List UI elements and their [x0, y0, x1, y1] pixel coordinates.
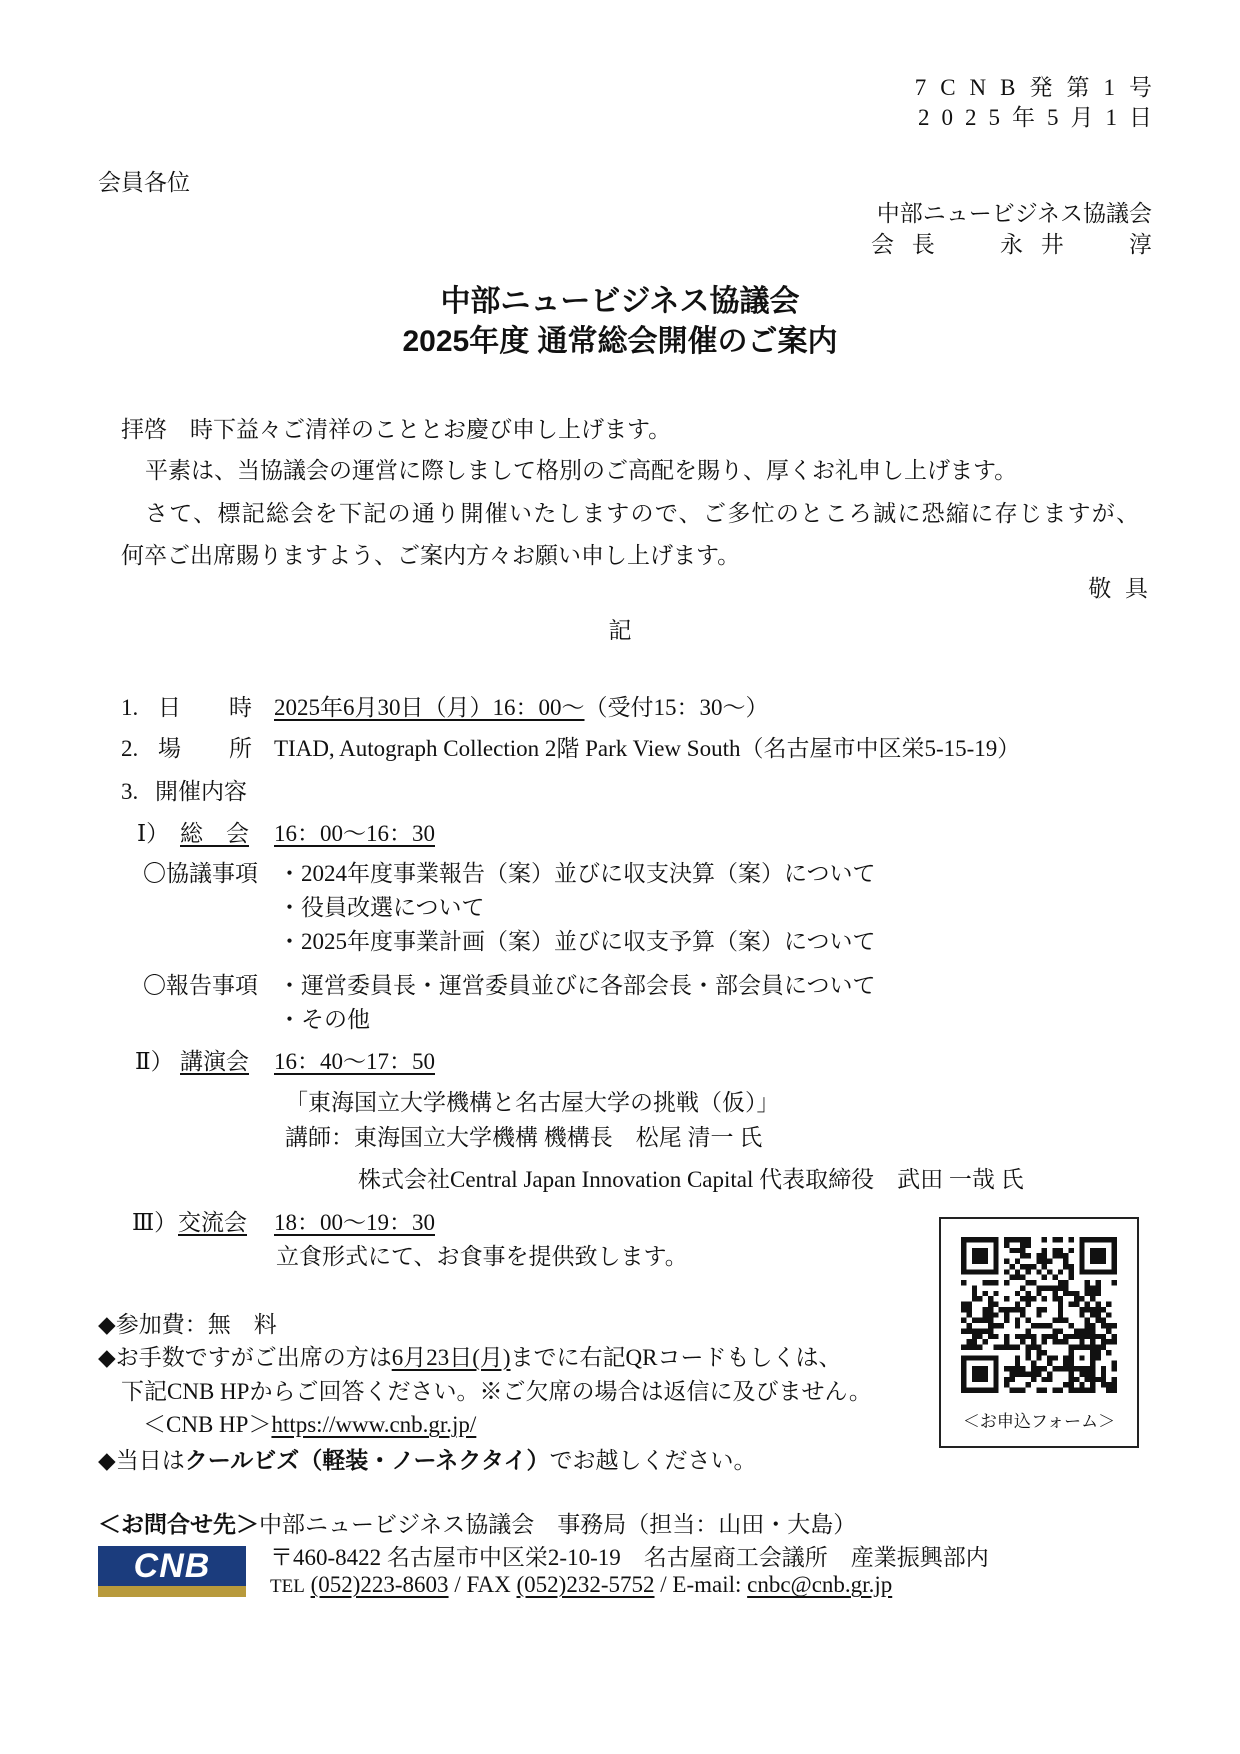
- qr-code-image: [961, 1237, 1117, 1393]
- ki-heading: 記: [608, 618, 632, 643]
- section-numeral: Ⅱ）: [135, 1049, 174, 1074]
- agenda-item: ・運営委員長・運営委員並びに各部会長・部会員について: [278, 973, 876, 998]
- cnb-logo-bar: [98, 1586, 246, 1597]
- separator: /: [454, 1572, 461, 1597]
- reception-time: （受付15：30～）: [584, 695, 769, 720]
- agenda-item: ・その他: [278, 1007, 370, 1032]
- fee-note: ◆参加費：無 料: [98, 1312, 277, 1337]
- contact-label: ＜お問合せ先＞: [98, 1511, 259, 1537]
- item-value: [274, 694, 769, 722]
- contact-phone-line: [270, 1572, 892, 1600]
- item-number: 2.: [121, 736, 139, 761]
- cnb-logo-mark: CNB: [98, 1546, 246, 1586]
- section-time: 16：40～17：50: [274, 1049, 435, 1074]
- lecture-title: 「東海国立大学機構と名古屋大学の挑戦（仮）」: [285, 1090, 780, 1115]
- greeting-closing: 敬 具: [1088, 576, 1152, 601]
- email-label: E-mail:: [672, 1572, 742, 1597]
- reply-note-prefix: ◆お手数ですがご出席の方は: [98, 1345, 392, 1370]
- dress-code-prefix: ◆当日は: [98, 1448, 185, 1473]
- item-label-char: 場: [158, 736, 181, 761]
- greeting-paragraph-2-line-2: 何卒ご出席賜りますよう、ご案内方々お願い申し上げます。: [121, 543, 741, 568]
- section-time: 16：00～16：30: [274, 821, 435, 846]
- page-title-line2: 2025年度 通常総会開催のご案内: [402, 325, 838, 358]
- section-description: 立食形式にて、お食事を提供致します。: [276, 1244, 688, 1269]
- agenda-item: ・2024年度事業報告（案）並びに収支決算（案）について: [278, 861, 876, 886]
- item-number: 1.: [121, 695, 139, 720]
- document-number: 7CNB発第1号: [914, 75, 1166, 100]
- agenda-group-heading: 〇報告事項: [143, 973, 258, 998]
- reply-deadline: 6月23日(月): [391, 1345, 511, 1370]
- item-label: 開催内容: [155, 779, 247, 804]
- document-date: 2025年5月1日: [918, 105, 1164, 130]
- contact-heading: [98, 1510, 856, 1539]
- agenda-item: ・役員改選について: [278, 895, 485, 920]
- separator: /: [660, 1572, 667, 1597]
- reply-note: [98, 1344, 841, 1372]
- page-title-line1: 中部ニュービジネス協議会: [440, 285, 800, 318]
- sender-role: 会 長: [871, 232, 941, 257]
- venue-value: TIAD, Autograph Collection 2階 Park View South（名古屋市中区栄5-15-19）: [274, 736, 1021, 761]
- reply-note-line-2: 下記CNB HPからご回答ください。※ご欠席の場合は返信に及びません。: [121, 1379, 872, 1404]
- contact-address: 〒460-8422 名古屋市中区栄2-10-19 名古屋商工会議所 産業振興部内: [270, 1545, 989, 1570]
- dress-code-note: [98, 1446, 756, 1475]
- homepage-label: ＜CNB HP＞: [143, 1412, 272, 1437]
- contact-office: 中部ニュービジネス協議会 事務局（担当：山田・大島）: [259, 1512, 857, 1537]
- section-name: 交流会: [178, 1210, 247, 1235]
- section-name: 講演会: [180, 1049, 249, 1074]
- homepage-note: [143, 1411, 476, 1439]
- fax-number: (052)232-5752: [516, 1572, 655, 1597]
- tel-number[interactable]: (052)223-8603: [310, 1572, 449, 1597]
- agenda-item: ・2025年度事業計画（案）並びに収支予算（案）について: [278, 929, 876, 954]
- item-label-char: 日: [158, 695, 181, 720]
- greeting-opening: 拝啓 時下益々ご清祥のこととお慶び申し上げます。: [121, 417, 672, 442]
- sender-surname: 永 井: [1000, 232, 1070, 257]
- addressee: 会員各位: [98, 170, 190, 195]
- section-time: 18：00～19：30: [274, 1210, 435, 1235]
- tel-label: TEL: [270, 1576, 305, 1597]
- qr-code-panel: [939, 1217, 1139, 1448]
- fax-label: FAX: [466, 1572, 511, 1597]
- sender-given-name: 淳: [1129, 232, 1152, 257]
- lecture-speaker: 講師：東海国立大学機構 機構長 松尾 清一 氏: [285, 1125, 763, 1150]
- cnb-logo: [98, 1546, 246, 1597]
- section-numeral: Ⅲ）: [132, 1210, 178, 1235]
- item-label-char: 所: [229, 736, 252, 761]
- section-name: 総 会: [180, 821, 249, 846]
- dress-code-suffix: でお越しください。: [549, 1448, 757, 1473]
- qr-code-label: ＜お申込フォーム＞: [962, 1412, 1116, 1431]
- greeting-paragraph-2-line-1: さて、標記総会を下記の通り開催いたしますので、ご多忙のところ誠に恐縮に存じますが、: [145, 501, 1141, 526]
- dress-code-emphasis: クールビズ（軽装・ノーネクタイ）: [184, 1447, 550, 1473]
- item-label-char: 時: [229, 695, 252, 720]
- homepage-link[interactable]: https://www.cnb.gr.jp/: [271, 1412, 477, 1437]
- event-datetime: 2025年6月30日（月）16：00～: [274, 695, 585, 720]
- agenda-group-heading: 〇協議事項: [143, 861, 258, 886]
- sender-signature: [871, 231, 1152, 259]
- item-number: 3.: [121, 779, 139, 804]
- sender-organization: 中部ニュービジネス協議会: [876, 201, 1152, 226]
- section-numeral: Ⅰ）: [137, 821, 170, 846]
- lecture-speaker: 株式会社Central Japan Innovation Capital 代表取締役 武田 一哉 氏: [358, 1167, 1024, 1192]
- email-link[interactable]: cnbc@cnb.gr.jp: [747, 1572, 893, 1597]
- greeting-paragraph-1: 平素は、当協議会の運営に際しまして格別のご高配を賜り、厚くお礼申し上げます。: [145, 458, 1018, 483]
- reply-note-suffix: までに右記QRコードもしくは、: [510, 1345, 842, 1370]
